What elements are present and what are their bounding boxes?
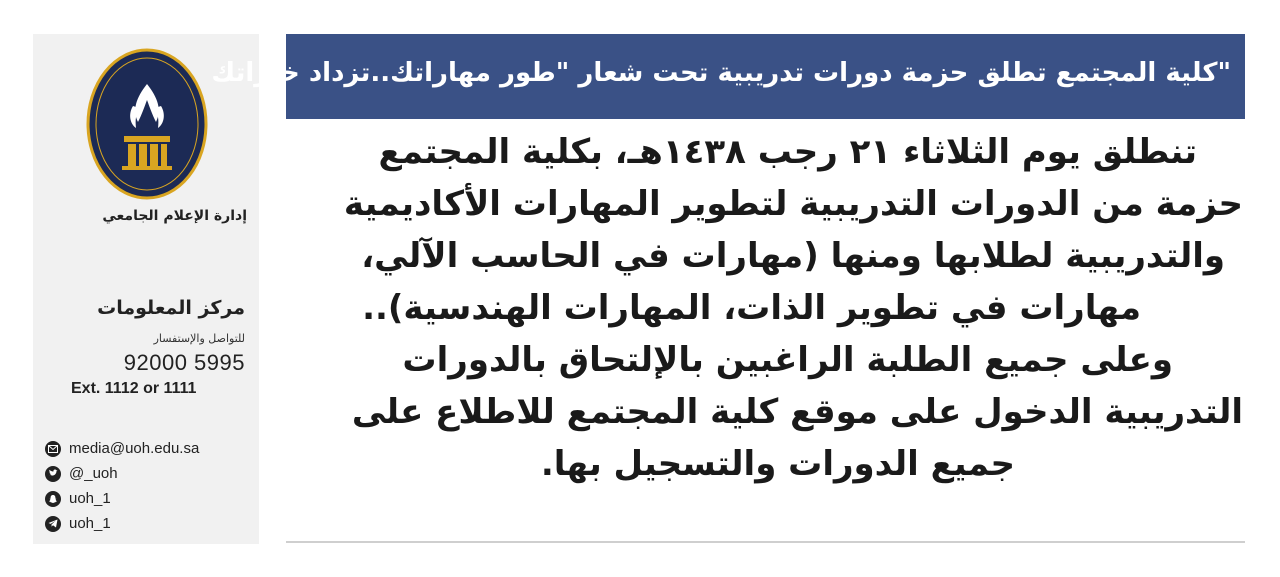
bottom-divider bbox=[286, 541, 1245, 543]
contact-snapchat-text: uoh_1 bbox=[69, 490, 111, 507]
department-name: إدارة الإعلام الجامعي bbox=[102, 208, 247, 224]
body-line: حزمة من الدورات التدريبية لتطوير المهارات الأكاديمية bbox=[343, 184, 1243, 224]
contact-telegram-text: uoh_1 bbox=[69, 515, 111, 532]
contact-email[interactable] bbox=[45, 436, 199, 461]
phone-extension: Ext. 1112 or 1111 bbox=[71, 380, 197, 397]
telegram-icon bbox=[45, 516, 61, 532]
body-line: تنطلق يوم الثلاثاء ٢١ رجب ١٤٣٨هـ، بكلية المجتمع bbox=[378, 132, 1197, 172]
contact-snapchat[interactable] bbox=[45, 486, 199, 511]
body-line: التدريبية الدخول على موقع كلية المجتمع للاطلاع على bbox=[351, 392, 1243, 432]
body-line: وعلى جميع الطلبة الراغبين بالإلتحاق بالدورات bbox=[402, 340, 1173, 380]
contact-subtitle: للتواصل والإستفسار bbox=[153, 332, 245, 345]
news-headline-bar bbox=[211, 34, 1245, 119]
body-line: جميع الدورات والتسجيل بها. bbox=[540, 444, 1015, 484]
contact-telegram[interactable] bbox=[45, 511, 199, 536]
email-icon bbox=[45, 441, 61, 457]
contact-email-text: media@uoh.edu.sa bbox=[69, 440, 200, 457]
contact-twitter-text: @_uoh bbox=[69, 465, 118, 482]
university-logo bbox=[86, 48, 208, 200]
contact-list bbox=[45, 436, 199, 536]
snapchat-icon bbox=[45, 491, 61, 507]
university-seal-icon bbox=[86, 48, 208, 200]
body-line: مهارات في تطوير الذات، المهارات الهندسية).. bbox=[362, 288, 1141, 328]
info-center-title: مركز المعلومات bbox=[97, 297, 245, 319]
news-headline: "كلية المجتمع تطلق حزمة دورات تدريبية تحت شعار "طور مهاراتك..تزداد خبراتك bbox=[211, 58, 1231, 88]
news-body bbox=[286, 132, 1245, 502]
contact-twitter[interactable] bbox=[45, 461, 199, 486]
info-sidebar bbox=[33, 34, 259, 544]
phone-number: 92000 5995 bbox=[123, 350, 245, 375]
body-line: والتدريبية لطلابها ومنها (مهارات في الحاسب الآلي، bbox=[361, 236, 1225, 276]
twitter-icon bbox=[45, 466, 61, 482]
